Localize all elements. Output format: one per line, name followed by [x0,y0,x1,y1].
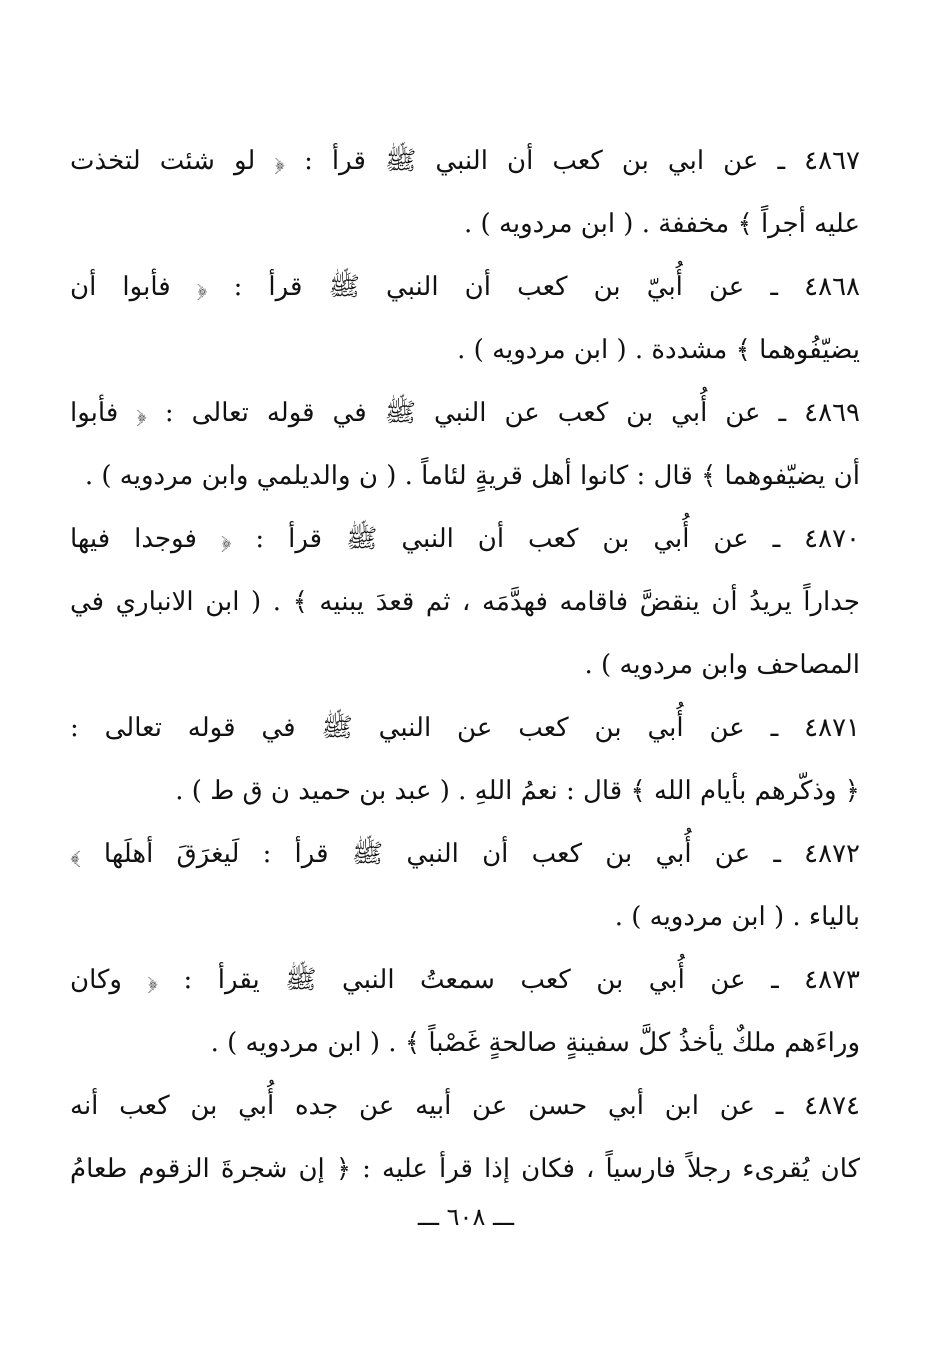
text-line-2: عليه أجراً ﴾ مخففة . ( ابن مردويه ) . [464,209,860,239]
text-line-13: بالياء . ( ابن مردويه ) . [614,902,860,932]
text-line-11: ﴿ وذكّرهم بأيام الله ﴾ قال : نعمُ اللهِ . ( عبد بن حميد ن ق ط ) . [175,776,860,806]
text-line-1: ٤٨٦٧ ـ عن ابي بن كعب أن النبي ﷺ قرأ : ﴿ لو شئت لتخذت [70,146,860,176]
page-number: ـــ ٦٠٨ ـــ [417,1203,515,1231]
text-line-6: أن يضيّفوهما ﴾ قال : كانوا أهل قريةٍ لئاماً . ( ن والديلمي وابن مردويه ) . [84,461,860,491]
text-line-17: كان يُقرىء رجلاً فارسياً ، فكان إذا قرأ عليه : ﴿ إن شجرةَ الزقوم طعامُ [70,1154,860,1184]
text-line-5: ٤٨٦٩ ـ عن أُبي بن كعب عن النبي ﷺ في قوله تعالى : ﴿ فأبوا [70,398,860,428]
text-line-16: ٤٨٧٤ ـ عن ابن أبي حسن عن أبيه عن جده أُبي بن كعب أنه [70,1091,860,1121]
text-line-7: ٤٨٧٠ ـ عن أُبي بن كعب أن النبي ﷺ قرأ : ﴿ فوجدا فيها [70,524,860,554]
text-line-10: ٤٨٧١ ـ عن أُبي بن كعب عن النبي ﷺ في قوله تعالى : [70,713,860,743]
text-line-15: وراءَهم ملكٌ يأخذُ كلَّ سفينةٍ صالحةٍ غَصْباً ﴾ . ( ابن مردويه ) . [210,1028,860,1058]
text-line-9: المصاحف وابن مردويه ) . [584,650,860,680]
text-line-4: يضيّفُوهما ﴾ مشددة . ( ابن مردويه ) . [457,335,860,365]
text-line-12: ٤٨٧٢ ـ عن أُبي بن كعب أن النبي ﷺ قرأ : لَيغرَقَ أهلَها ﴾ [70,839,860,869]
text-line-14: ٤٨٧٣ ـ عن أُبي بن كعب سمعتُ النبي ﷺ يقرأ : ﴿ وكان [70,965,860,995]
text-line-3: ٤٨٦٨ ـ عن أُبيّ بن كعب أن النبي ﷺ قرأ : ﴿ فأبوا أن [70,272,860,302]
page-body [70,130,860,1201]
text-line-8: جداراً يريدُ أن ينقضَّ فاقامه فهدَّمَه ، ثم قعدَ يبنيه ﴾ . ( ابن الانباري في [70,587,860,617]
